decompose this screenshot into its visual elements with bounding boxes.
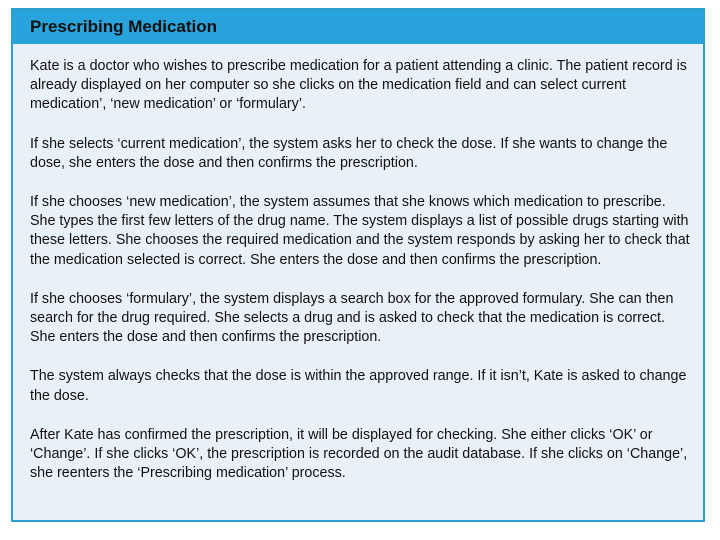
paragraph-new-medication: If she chooses ‘new medication’, the system assumes that she knows which medication to prescribe. She types the first few letters of the drug name. The system displays a list of possible drugs starting with these letters. She chooses the required medication and the system responds by asking her to check that the medication selected is correct. She enters the dose and then confirms the prescription. bbox=[30, 194, 690, 268]
title-bar bbox=[13, 10, 703, 44]
box-title: Prescribing Medication bbox=[30, 17, 218, 36]
paragraph-confirmation: After Kate has confirmed the prescription, it will be displayed for checking. She either clicks ‘OK’ or ‘Change’. If she clicks ‘OK’, the prescription is recorded on the audit database. If she clicks on ‘Change’, she reenters the ‘Prescribing medication’ process. bbox=[30, 426, 688, 482]
scenario-content bbox=[13, 44, 703, 483]
scenario-box bbox=[11, 8, 705, 522]
paragraph-dose-check: The system always checks that the dose is within the approved range. If it isn’t, Kate is asked to change the dose. bbox=[30, 368, 687, 404]
paragraph-intro: Kate is a doctor who wishes to prescribe medication for a patient attending a clinic. The patient record is already displayed on her computer so she clicks on the medication field and can select current medication’, ‘new medication’ or ‘formulary’. bbox=[30, 58, 687, 113]
paragraph-current-medication: If she selects ‘current medication’, the system asks her to check the dose. If she wants to change the dose, she enters the dose and then confirms the prescription. bbox=[30, 135, 668, 171]
paragraph-formulary: If she chooses ‘formulary’, the system displays a search box for the approved formulary. She can then search for the drug required. She selects a drug and is asked to check that the medication is correct. She enters the dose and then confirms the prescription. bbox=[30, 290, 674, 346]
